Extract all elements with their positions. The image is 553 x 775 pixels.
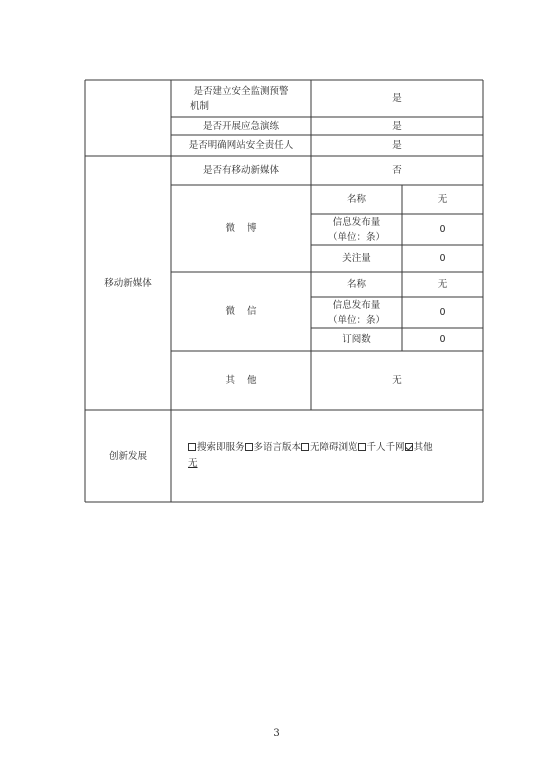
- weibo-posts-label-line2: （单位：条）: [327, 231, 385, 243]
- weibo-name-value: 无: [437, 194, 448, 205]
- weibo-posts-label: [311, 214, 402, 245]
- option-accessibility-label: 无障碍浏览: [310, 442, 358, 453]
- checkbox-other-checked[interactable]: [405, 443, 413, 451]
- checkbox-personalized[interactable]: [358, 443, 366, 451]
- wechat-posts-label-line2: （单位：条）: [327, 314, 385, 326]
- option-other[interactable]: [405, 442, 433, 453]
- wechat-label: 微信: [225, 306, 269, 317]
- wechat-posts-label-line1: 信息发布量: [332, 299, 381, 311]
- responsible-value: 是: [392, 140, 402, 151]
- option-search-as-service[interactable]: [188, 442, 245, 453]
- mobile-media-section-label: 移动新媒体: [104, 277, 152, 289]
- innovation-other-text: 无: [188, 458, 198, 469]
- option-search-as-service-label: 搜索即服务: [197, 442, 245, 453]
- page-number: 3: [273, 728, 280, 739]
- monitoring-label-line1: 是否建立安全监测预警: [193, 85, 289, 97]
- drill-value: 是: [392, 120, 402, 132]
- other-media-value: 无: [392, 375, 402, 386]
- other-media-label: 其他: [225, 375, 269, 386]
- checkbox-search-as-service[interactable]: [188, 443, 196, 451]
- wechat-posts-label: [311, 297, 402, 328]
- option-personalized-label: 千人千网: [366, 442, 405, 453]
- wechat-name-label: 名称: [346, 279, 366, 290]
- weibo-followers-label: 关注量: [342, 253, 371, 264]
- weibo-label: 微博: [225, 223, 269, 234]
- responsible-label: 是否明确网站安全责任人: [188, 140, 294, 151]
- innovation-options: [188, 440, 480, 472]
- weibo-posts-label-line1: 信息发布量: [332, 216, 381, 228]
- wechat-subscribers-label: 订阅数: [342, 334, 371, 345]
- has-mobile-media-value: 否: [392, 165, 402, 176]
- drill-label: 是否开展应急演练: [202, 120, 279, 132]
- weibo-name-label: 名称: [346, 194, 366, 205]
- monitoring-value: 是: [392, 93, 402, 104]
- wechat-subscribers-value: 0: [439, 334, 446, 345]
- weibo-posts-value: 0: [439, 224, 446, 235]
- option-other-label: 其他: [413, 442, 433, 453]
- monitoring-label-line2: 机制: [190, 100, 210, 112]
- option-multilingual[interactable]: [245, 442, 302, 453]
- innovation-section-label: 创新发展: [108, 450, 147, 462]
- option-multilingual-label: 多语言版本: [253, 442, 302, 453]
- monitoring-label: [171, 80, 311, 117]
- checkbox-multilingual[interactable]: [245, 443, 253, 451]
- option-accessibility[interactable]: [301, 442, 358, 453]
- option-personalized[interactable]: [358, 442, 405, 453]
- weibo-followers-value: 0: [439, 253, 446, 264]
- wechat-name-value: 无: [437, 279, 448, 290]
- has-mobile-media-label: 是否有移动新媒体: [202, 165, 279, 176]
- wechat-posts-value: 0: [439, 307, 446, 318]
- checkbox-accessibility[interactable]: [301, 443, 309, 451]
